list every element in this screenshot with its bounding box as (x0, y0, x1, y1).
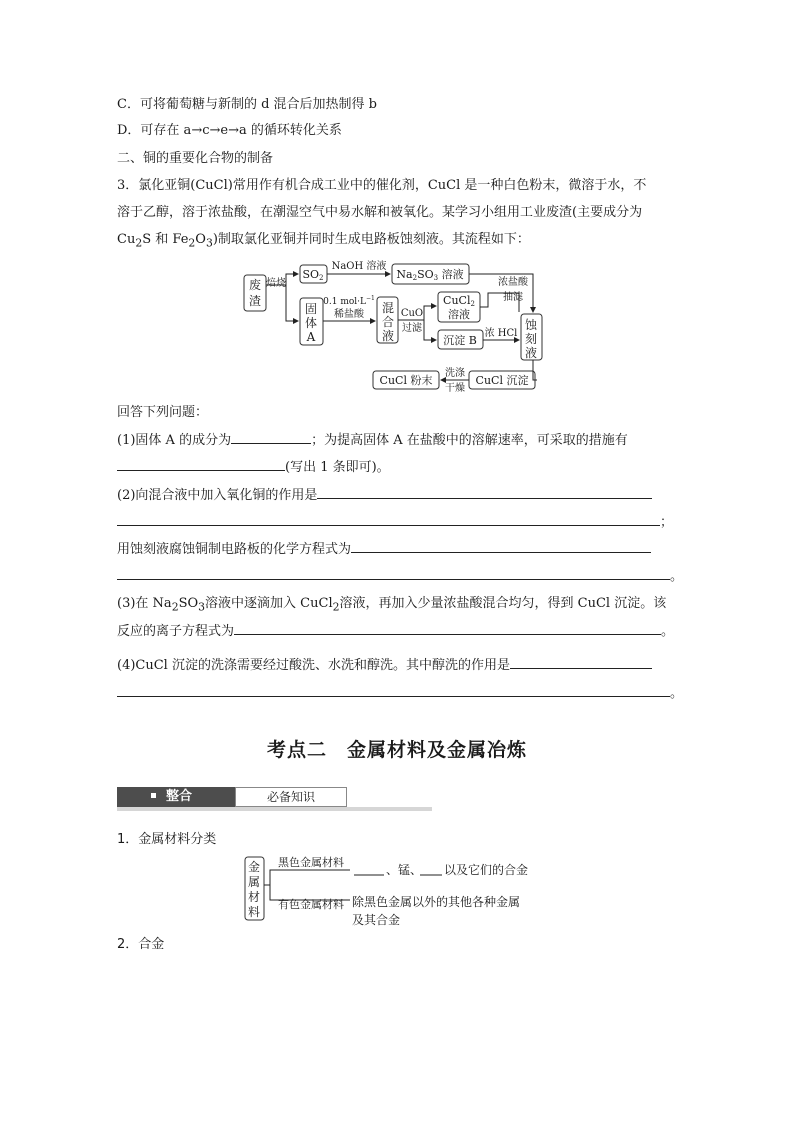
nonferrous-desc: 除黑色金属以外的其他各种金属 (352, 895, 521, 909)
waste-label: 废 (248, 278, 262, 292)
cuo-label: CuO (400, 308, 424, 319)
arrow-icon: → (209, 123, 221, 138)
question-line-2: 溶于乙醇，溶于浓盐酸，在潮湿空气中易水解和被氧化。某学习小组用工业废渣(主要成分为 (117, 205, 643, 220)
naoh-label: NaOH 溶液 (331, 261, 387, 272)
etch-label: 液 (524, 346, 538, 360)
q1-line-2: (写出 1 条即可)。 (117, 458, 390, 477)
question-line-1: 3．氯化亚铜(CuCl)常用作有机合成工业中的催化剂，CuCl 是一种白色粉末，微溶于水，不 (117, 178, 647, 193)
item-2-heading: 2．合金 (117, 937, 165, 952)
mixture-label: 混 (381, 301, 395, 315)
conc-hcl-label: 浓盐酸 (498, 277, 528, 288)
root-label: 材 (247, 890, 261, 904)
section-heading: 考点二 金属材料及金属冶炼 (266, 739, 527, 761)
ferrous-desc: 以及它们的合金 (444, 863, 529, 877)
option-c: C．可将葡萄糖与新制的 d 混合后加热制得 b (117, 97, 377, 112)
option-d: D．可存在 a→c→e→a 的循环转化关系 (117, 123, 342, 138)
filter-label: 过滤 (402, 323, 422, 334)
section-title: 二、铜的重要化合物的制备 (117, 151, 274, 166)
solid-a-label: A (306, 330, 316, 344)
etch-label: 蚀 (524, 318, 538, 332)
root-label: 金 (247, 860, 261, 874)
q2-line-3: 用蚀刻液腐蚀铜制电路板的化学方程式为 (117, 540, 651, 559)
waste-label: 渣 (248, 294, 262, 308)
knowledge-tab: 必备知识 (235, 787, 347, 807)
integrate-label: 整合 (117, 787, 235, 807)
tree-branch (264, 870, 350, 885)
solid-a-label: 固 (304, 302, 318, 316)
cucl-precip-label: CuCl 沉淀 (475, 374, 529, 387)
nonferrous-label: 有色金属材料 (278, 898, 344, 911)
q2-line-1: (2)向混合液中加入氧化铜的作用是 (117, 486, 652, 505)
item-1-heading: 1．金属材料分类 (117, 832, 217, 847)
arrow-icon: → (228, 123, 240, 138)
cucl2-label: 溶液 (448, 308, 470, 321)
precip-b-label: 沉淀 B (443, 334, 477, 347)
root-label: 属 (247, 875, 261, 889)
suction-label: 抽滤 (503, 292, 523, 303)
ferrous-label: 黑色金属材料 (278, 856, 344, 869)
arrow-icon: → (191, 123, 203, 138)
conc-hcl2-label: 浓 HCl (484, 328, 518, 339)
na2so3-label: Na2SO3 溶液 (396, 268, 464, 282)
q2-line-2: ； (117, 513, 673, 532)
q2-line-4: 。 (117, 567, 683, 586)
question-line-3: $Cu_2S$ 和 $Fe_2O_3$)制取氯化亚铜并同时生成电路板蚀刻液。其流程如下： (117, 232, 530, 250)
q1-line-1: (1)固体 A 的成分为 ；为提高固体 A 在盐酸中的溶解速率，可采取的措施有 (117, 433, 628, 448)
acid-label: 稀盐酸 (334, 309, 364, 320)
nonferrous-desc: 及其合金 (352, 913, 401, 927)
so2-label: SO2 (302, 268, 324, 282)
q3-line-2: 反应的离子方程式为 。 (117, 624, 675, 639)
wash-label: 洗涤 (445, 368, 465, 379)
dry-label: 干燥 (445, 383, 465, 394)
acid-label: 0.1 $mol\cdot L^{-1}$ (323, 295, 375, 307)
q4-line-2: 。 (117, 684, 683, 703)
solid-a-label: 体 (304, 316, 318, 330)
answer-prompt: 回答下列问题： (117, 405, 209, 420)
cucl2-label: CuCl2 (443, 294, 475, 308)
mixture-label: 合 (381, 315, 395, 329)
cucl-powder-label: CuCl 粉末 (379, 374, 433, 387)
root-label: 料 (247, 905, 261, 919)
q4-line-1: (4)CuCl 沉淀的洗涤需要经过酸洗、水洗和醇洗。其中醇洗的作用是 (117, 656, 652, 675)
roast-label: 焙烧 (266, 278, 286, 289)
q3-line-1: (3)在 $Na_2SO_3$溶液中逐滴加入 CuCl$_2$溶液，再加入少量浓盐酸混合均匀，得到 CuCl 沉淀。该 (117, 596, 667, 614)
ferrous-desc: 、锰、 (386, 863, 423, 877)
mixture-label: 液 (381, 329, 395, 343)
etch-label: 刻 (524, 332, 538, 346)
